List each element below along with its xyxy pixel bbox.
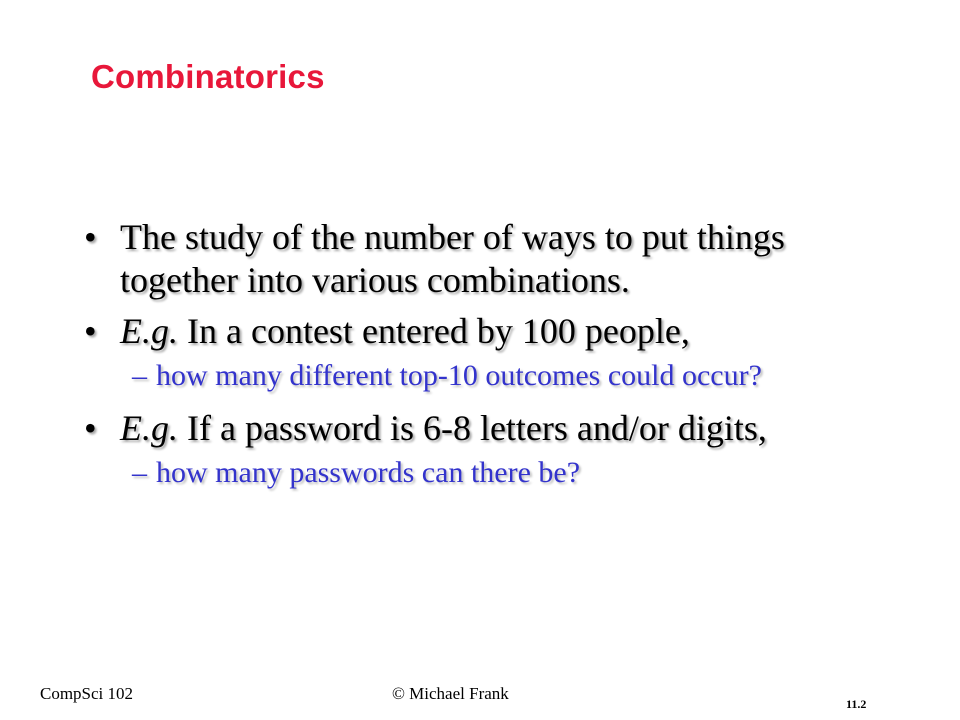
bullet-item xyxy=(84,310,874,353)
sub-bullet-marker: – xyxy=(132,456,147,489)
bullet-marker: • xyxy=(84,408,97,448)
footer-course: CompSci 102 xyxy=(40,684,134,703)
sub-bullet-text: how many different top-10 outcomes could occur? xyxy=(156,359,762,392)
slide-title: Combinatorics xyxy=(91,58,325,95)
sub-bullet-item xyxy=(84,456,874,490)
footer-author: © Michael Frank xyxy=(392,684,509,703)
bullet-marker: • xyxy=(84,311,97,351)
bullet-list xyxy=(84,216,874,504)
bullet-lead: E.g. xyxy=(120,408,178,448)
bullet-lead: E.g. xyxy=(120,311,178,351)
bullet-item xyxy=(84,216,874,302)
bullet-text: If a password is 6-8 letters and/or digits, xyxy=(178,408,767,448)
sub-bullet-text: how many passwords can there be? xyxy=(156,456,581,489)
footer-page-number: 11.2 xyxy=(846,697,867,711)
bullet-marker: • xyxy=(84,217,97,257)
sub-bullet-item xyxy=(84,359,874,393)
bullet-item xyxy=(84,407,874,450)
sub-bullet-marker: – xyxy=(132,359,147,392)
bullet-text: The study of the number of ways to put things together into various combinations. xyxy=(120,217,785,300)
bullet-text: In a contest entered by 100 people, xyxy=(178,311,690,351)
